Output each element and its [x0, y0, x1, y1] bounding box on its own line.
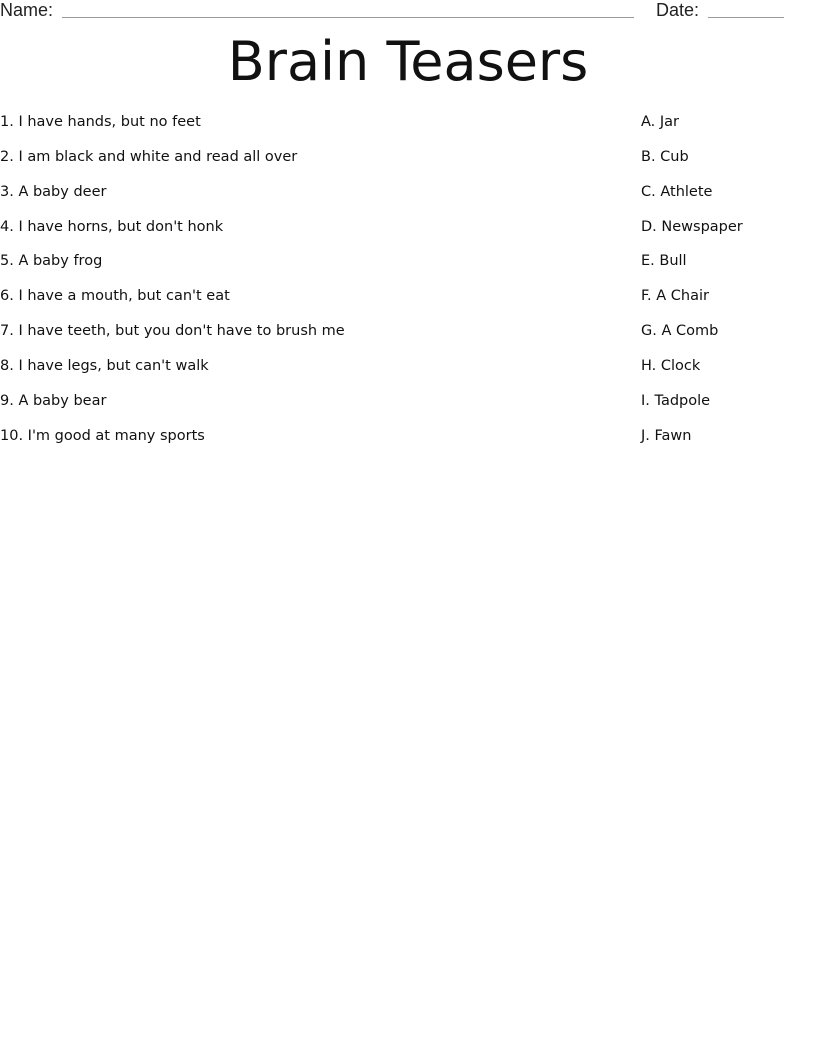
name-label: Name:	[0, 0, 54, 20]
answer-item: F. A Chair	[641, 288, 709, 305]
answer-item: E. Bull	[641, 253, 687, 270]
answer-item: D. Newspaper	[641, 218, 743, 235]
answer-item: I. Tadpole	[641, 392, 711, 409]
answer-item: A. Jar	[641, 114, 680, 130]
clue-item: 1. I have hands, but no feet	[0, 114, 201, 130]
clue-item: 4. I have horns, but don't honk	[0, 218, 224, 235]
clue-item: 10. I'm good at many sports	[0, 427, 205, 444]
answer-item: H. Clock	[641, 357, 701, 374]
answer-list	[641, 112, 811, 460]
clue-item: 6. I have a mouth, but can't eat	[0, 288, 230, 305]
name-field-line[interactable]	[62, 17, 634, 18]
clue-item: 9. A baby bear	[0, 392, 107, 409]
clue-item: 8. I have legs, but can't walk	[0, 357, 209, 374]
clue-item: 2. I am black and white and read all over	[0, 148, 298, 165]
answer-item: G. A Comb	[641, 323, 719, 340]
answer-item: C. Athlete	[641, 183, 713, 200]
clue-item: 7. I have teeth, but you don't have to brush me	[0, 323, 345, 340]
date-label: Date:	[656, 0, 700, 20]
clue-item: 3. A baby deer	[0, 183, 107, 200]
date-field-line[interactable]	[708, 17, 784, 18]
clue-list	[0, 112, 620, 460]
page-title: Brain Teasers	[227, 30, 589, 93]
worksheet-header	[0, 0, 816, 22]
answer-item: J. Fawn	[641, 427, 692, 444]
answer-item: B. Cub	[641, 148, 689, 165]
clue-item: 5. A baby frog	[0, 253, 103, 270]
